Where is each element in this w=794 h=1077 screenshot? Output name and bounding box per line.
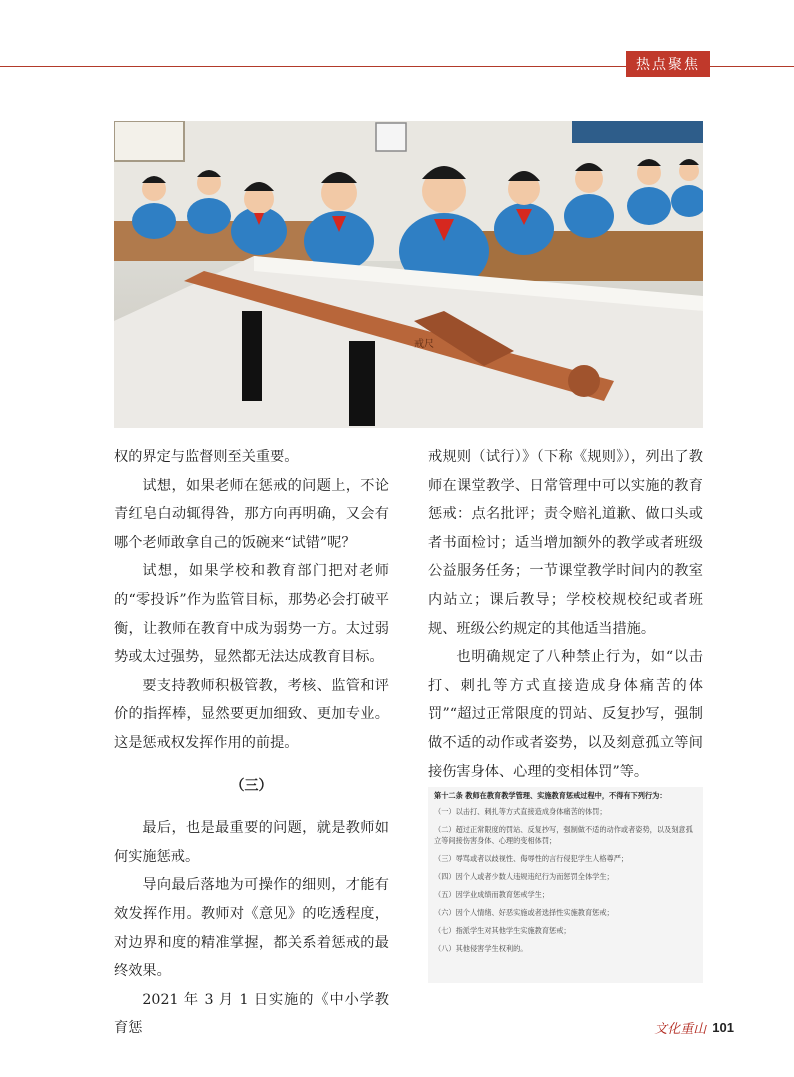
- rules-item: （四）因个人或者少数人违规违纪行为而惩罚全体学生；: [434, 872, 614, 881]
- left-paragraph: 试想，如果学校和教育部门把对老师的“零投诉”作为监管目标，那势必会打破平衡，让教师在教育中成为弱势一方。太过弱势或太过强势，显然都无法达成教育目标。: [114, 563, 389, 666]
- right-paragraph: 也明确规定了八种禁止行为，如“以击打、刺扎等方式直接造成身体痛苦的体罚”“超过正常限度的罚站、反复抄写，强制做不适的动作或者姿势，以及刻意孤立等间接伤害身体、心理的变相体罚”等。: [428, 649, 703, 780]
- rules-item: （六）因个人情绪、好恶实施或者选择性实施教育惩戒；: [434, 908, 614, 917]
- magazine-logo: 文化重山: [654, 1022, 707, 1037]
- rules-item: （二）超过正常限度的罚站、反复抄写，强制做不适的动作或者姿势，以及刻意孤立等间接伤害身体、心理的变相体罚；: [434, 825, 693, 845]
- rules-heading: 第十二条 教师在教育教学管理、实施教育惩戒过程中，不得有下列行为：: [434, 791, 667, 800]
- left-paragraph: 2021 年 3 月 1 日实施的《中小学教育惩: [114, 991, 389, 1037]
- rules-item: （八）其他侵害学生权利的。: [434, 944, 528, 953]
- section-tag: 热点聚焦: [626, 51, 710, 77]
- rules-item: （三）辱骂或者以歧视性、侮辱性的言行侵犯学生人格尊严；: [434, 854, 629, 863]
- left-paragraph: 试想，如果老师在惩戒的问题上，不论青红皂白动辄得咎，那方向再明确，又会有哪个老师敢拿自己的饭碗来“试错”呢？: [114, 477, 389, 551]
- left-paragraph: 最后，也是最重要的问题，就是教师如何实施惩戒。: [114, 820, 389, 865]
- rules-excerpt-box: [428, 787, 703, 983]
- rules-item: （七）指派学生对其他学生实施教育惩戒；: [434, 926, 571, 935]
- left-paragraph: 导向最后落地为可操作的细则，才能有效发挥作用。教师对《意见》的吃透程度，对边界和度的精准掌握，都关系着惩戒的最终效果。: [114, 877, 389, 980]
- ruler-caption: 戒尺: [414, 339, 434, 350]
- section-subheading: （三）: [230, 777, 273, 794]
- rules-item: （一）以击打、刺扎等方式直接造成身体痛苦的体罚；: [434, 807, 607, 816]
- page-footer: [654, 1018, 734, 1037]
- rules-item: （五）因学业成绩而教育惩戒学生；: [434, 890, 550, 899]
- right-paragraph: 戒规则（试行）》（下称《规则》），列出了教师在课堂教学、日常管理中可以实施的教育惩戒：点名批评；责令赔礼道歉、做口头或者书面检讨；适当增加额外的教学或者班级公益服务任务；一节课堂教学时间内的教室内站立；课后教导；学校校规校纪或者班规、班级公约规定的其他适当措施。: [428, 449, 703, 637]
- classroom-illustration: [114, 121, 703, 428]
- left-paragraph: 权的界定与监督则至关重要。: [114, 449, 299, 465]
- left-paragraph: 要支持教师积极管教，考核、监管和评价的指挥棒，显然要更加细致、更加专业。这是惩戒权发挥作用的前提。: [114, 677, 389, 751]
- page-number: 101: [712, 1020, 734, 1035]
- left-column: [114, 443, 389, 1043]
- classroom-photo: [114, 121, 703, 428]
- right-column: [428, 443, 703, 786]
